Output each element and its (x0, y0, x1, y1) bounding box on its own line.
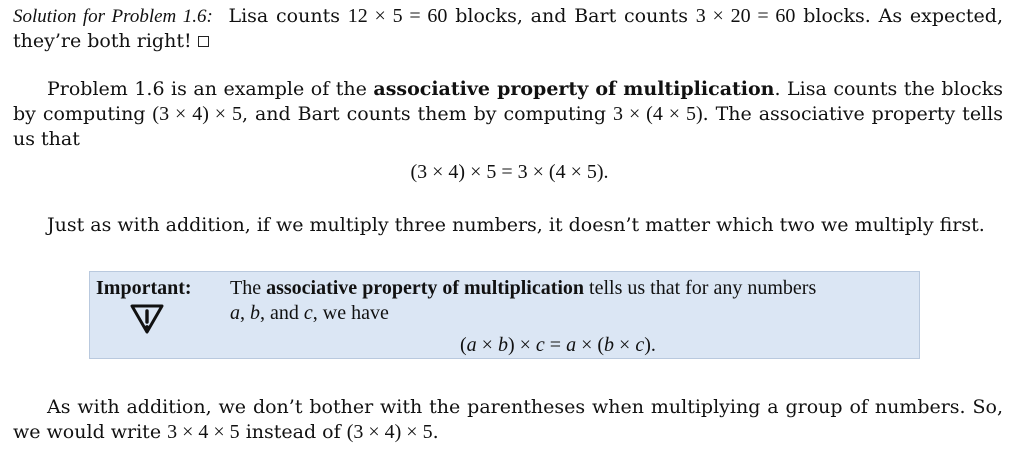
var-a: a (230, 302, 240, 324)
display-equation: (3 × 4) × 5 = 3 × (4 × 5). (410, 161, 609, 183)
para4-expression-a: 3 × 4 × 5 (167, 421, 240, 443)
important-label: Important: (96, 277, 192, 299)
lisa-expression: (3 × 4) × 5 (152, 103, 242, 125)
para2-text-a: Problem 1.6 is an example of the (47, 78, 374, 100)
parentheses-paragraph (13, 395, 1003, 445)
important-text-c: , we have (312, 302, 389, 324)
para2-text-b: . Lisa counts the blocks by computing (13, 78, 1003, 125)
solution-text-b: blocks, and Bart counts (455, 5, 688, 27)
para4-text-a: As with addition, we don’t bother with the parentheses when multiplying a group of numbers. So, we would write (13, 396, 1003, 443)
important-box (89, 271, 920, 359)
addition-note-paragraph: Just as with addition, if we multiply three numbers, it doesn’t matter which two we multiply first. (47, 214, 985, 236)
bart-expression: 3 × (4 × 5) (613, 103, 703, 125)
solution-paragraph (13, 4, 1003, 54)
para4-text-c: . (432, 421, 439, 443)
solution-text-a: Lisa counts (228, 5, 340, 27)
para2-text-c: , and Bart counts them by computing (241, 103, 614, 125)
para4-expression-b: (3 × 4) × 5 (346, 421, 433, 443)
solution-text-c: blocks. As expected, they’re both right! (13, 5, 1003, 52)
associative-paragraph (13, 77, 1003, 152)
para4-text-b: instead of (239, 421, 347, 443)
solution-heading: Solution for Problem 1.6: (13, 6, 213, 27)
var-c: c (303, 302, 313, 324)
bart-calculation: 3 × 20 = 60 (695, 5, 796, 27)
important-formula: (a × b) × c = a × (b × c). (460, 334, 656, 356)
important-term: associative property of multiplication (266, 277, 585, 299)
qed-square-icon (198, 36, 209, 47)
important-text-b: tells us that for any numbers (584, 277, 817, 299)
sep-1: , (240, 302, 250, 324)
lisa-calculation: 12 × 5 = 60 (347, 5, 448, 27)
warning-triangle-icon (130, 303, 164, 335)
var-b: b (250, 302, 260, 324)
para2-term: associative property of multiplication (373, 78, 775, 100)
para2-text-d: . The associative property tells us that (13, 103, 1003, 150)
important-text-a: The (230, 277, 267, 299)
sep-2: , and (260, 302, 304, 324)
important-text (230, 276, 918, 326)
